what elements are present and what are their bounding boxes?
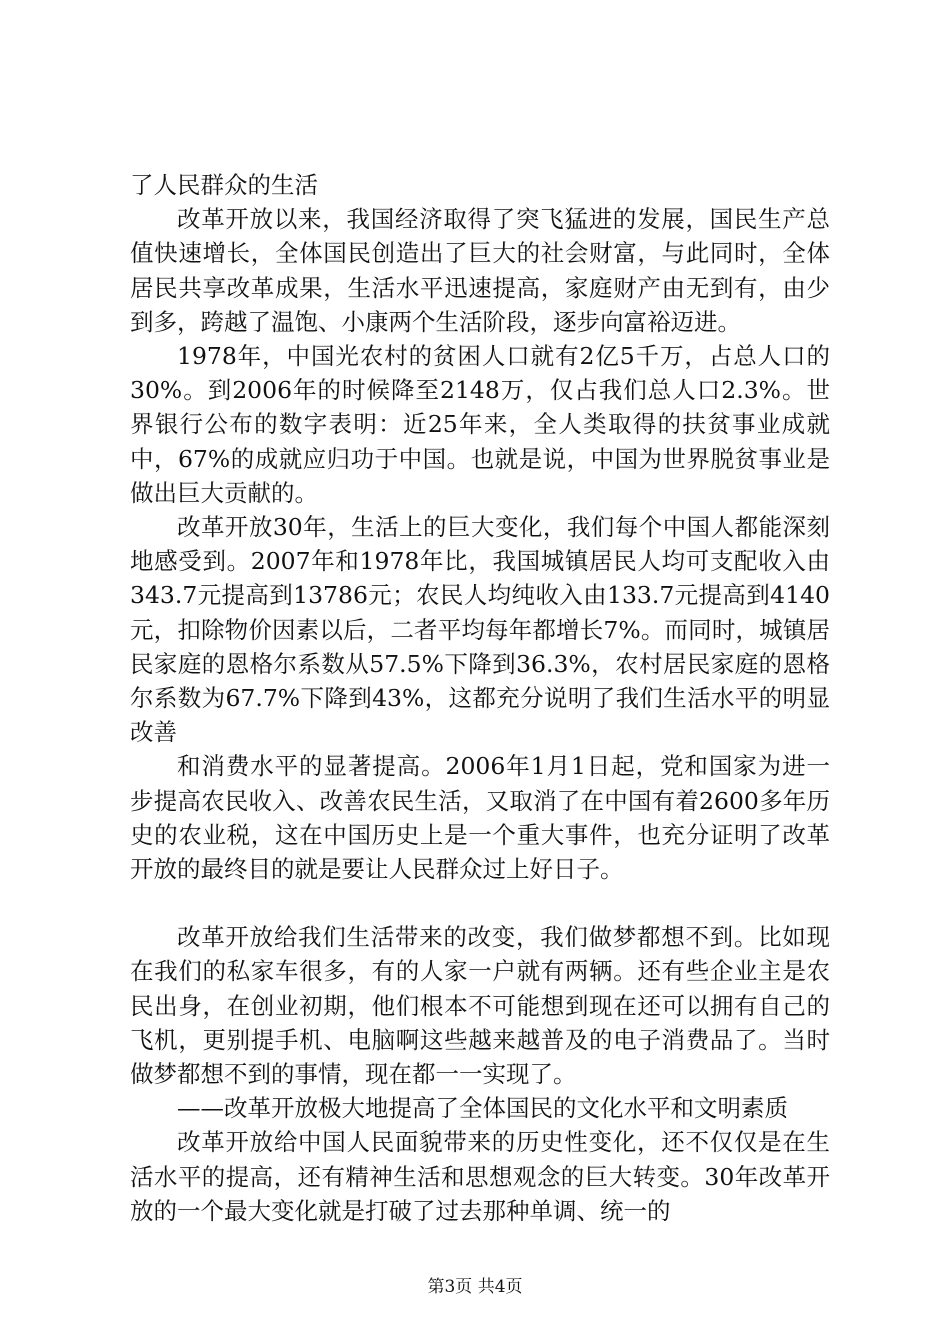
section-heading: ——改革开放极大地提高了全体国民的文化水平和文明素质 <box>177 1094 788 1123</box>
paragraph-economy: 改革开放以来，我国经济取得了突飞猛进的发展，国民生产总值快速增长，全体国民创造出了巨大的社会财富，与此同时，全体居民共享改革成果，生活水平迅速提高，家庭财产由无到有，由少到多，跨越了温饱、小康两个生活阶段，逐步向富裕迈进。 <box>130 205 830 336</box>
paragraph-continuation: 了人民群众的生活 <box>130 171 318 199</box>
paragraph-life-changes: 改革开放给我们生活带来的改变，我们做梦都想不到。比如现在我们的私家车很多，有的人家一户就有两辆。还有些企业主是农民出身，在创业初期，他们根本不可能想到现在还可以拥有自己的飞机，更别提手机、电脑啊这些越来越普及的电子消费品了。当时做梦都想不到的事情，现在都一一实现了。 <box>130 923 830 1089</box>
paragraph-spiritual: 改革开放给中国人民面貌带来的历史性变化，还不仅仅是在生活水平的提高，还有精神生活和思想观念的巨大转变。30年改革开放的一个最大变化就是打破了过去那种单调、统一的 <box>130 1128 830 1225</box>
page-footer: 第3页 共4页 <box>427 1277 523 1297</box>
paragraph-gap <box>130 886 830 920</box>
paragraph-income: 改革开放30年，生活上的巨大变化，我们每个中国人都能深刻地感受到。2007年和1978年比，我国城镇居民人均可支配收入由343.7元提高到13786元；农民人均纯收入由133.7元提高到4140元，扣除物价因素以后，二者平均每年都增长7%。而同时，城镇居民家庭的恩格尔系数从57.5%下降到36.3%，农村居民家庭的恩格尔系数为67.7%下降到43%，这都充分说明了我们生活水平的明显改善 <box>130 513 830 747</box>
body-text <box>130 168 830 1228</box>
paragraph-poverty: 1978年，中国光农村的贫困人口就有2亿5千万，占总人口的30%。到2006年的时候降至2148万，仅占我们总人口2.3%。世界银行公布的数字表明：近25年来，全人类取得的扶贫事业成就中，67%的成就应归功于中国。也就是说，中国为世界脱贫事业是做出巨大贡献的。 <box>130 342 830 507</box>
paragraph-consumption: 和消费水平的显著提高。2006年1月1日起，党和国家为进一步提高农民收入、改善农民生活，又取消了在中国有着2600多年历史的农业税，这在中国历史上是一个重大事件，也充分证明了改革开放的最终目的就是要让人民群众过上好日子。 <box>130 752 830 884</box>
